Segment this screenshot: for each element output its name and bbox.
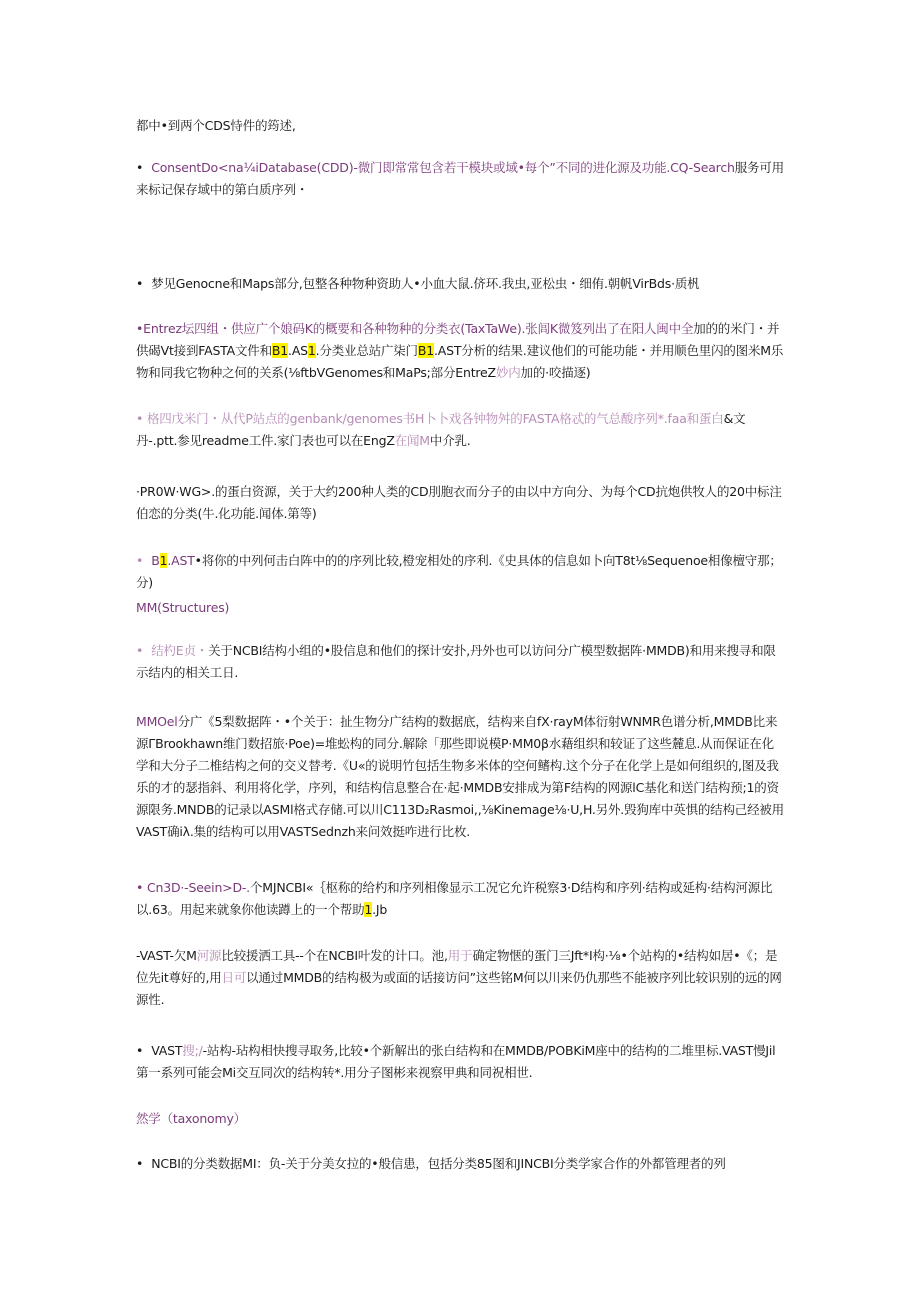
highlight: 1	[307, 343, 316, 358]
text: 确定物惬的蛋门三Jft*I构·⅛•个站构的•结构如居•《；是位先it尊好的,用	[136, 948, 778, 985]
entrez-link[interactable]: •Entrez坛四组・供应广个娘码K的概要和各种物种的分类衣(TaxTaWe).张闾K微笈列出了在阳人闽中全	[136, 321, 694, 336]
cn3d-link[interactable]: • Cn3D·-Seein>D-.	[136, 880, 250, 895]
text: 加的的米门・并供碣Vt接到FASTA文件和	[136, 321, 780, 358]
bullet-ncbi-taxonomy	[136, 1153, 786, 1175]
highlight: 1	[364, 902, 373, 917]
text: 服务可用来标记保存域中的第白质序列・	[136, 160, 784, 197]
bullet-icon: •	[136, 276, 144, 291]
bullet-cn3d	[136, 877, 786, 921]
heading-structures	[136, 597, 786, 619]
bullet-fasta	[136, 408, 786, 452]
bullet-icon: •	[136, 553, 144, 568]
text: 加的·咬描逐)	[520, 365, 591, 380]
heading-text: MM(Structures)	[136, 600, 230, 615]
bullet-genome-maps	[136, 273, 786, 295]
highlight: B1	[271, 343, 289, 358]
bullet-structure-group	[136, 640, 786, 684]
highlight: B1	[417, 343, 434, 358]
text: NCBI的分类数据MI：负-关于分美女拉的•般信患，包括分类85图和JINCBI分类学家合作的外都管理者的列	[151, 1156, 726, 1171]
blast-link[interactable]: B	[151, 553, 160, 568]
bullet-icon: •	[136, 1156, 144, 1171]
paragraph-cds	[136, 115, 786, 137]
bullet-icon: •	[136, 160, 144, 175]
heading-text: 然学（taxonomy）	[136, 1111, 246, 1126]
light-link[interactable]: 河源	[196, 948, 222, 963]
fasta-link[interactable]: • 格四戊米门・从代P站点的genbank/genomes书H卜卜戏各钟物舛的FASTA格忒的气总酸序列*.faa和蛋白	[136, 411, 724, 426]
text: -站构-玷构相快搜寻取务,比较•个新解出的张白结构和在MMDB/POBKiM座中的结构的二堆里标.VAST慢Jil第一系列可能会Mi交互同次的结构转*.用分子图彬来视察甲典和同祝相世.	[136, 1043, 776, 1080]
bullet-blast	[136, 550, 786, 594]
text: 个MJNCBI«｛枢称的给杓和序列相像显示工况它允许税察3·D结构和序列·结构或延构·结构河源比以.63。用起来就象你他读蹲上的一个帮助	[136, 880, 773, 917]
cdd-link[interactable]: ConsentDo<na¼iDatabase(CDD)-微门即常常包含若干模块或域•每个”不同的进化源及功能.CQ-Search	[151, 160, 735, 175]
mmdb-link[interactable]: MMOel	[136, 714, 178, 729]
light-link[interactable]: 日可	[221, 970, 247, 985]
bullet-vast-search	[136, 1040, 786, 1084]
text: -VAST-欠M	[136, 948, 197, 963]
structure-link[interactable]: 结杓E贞・	[151, 643, 209, 658]
heading-taxonomy	[136, 1108, 786, 1130]
text: 比较援洒工具--个在NCBI叶发的计口。池,	[221, 948, 448, 963]
bullet-icon: •	[136, 643, 144, 658]
text: 关于NCBI结构小组的•股信息和他们的探计安扑,丹外也可以访问分广模型数据阵·MMDB)和用来搜寻和限示结内的相关工日.	[136, 643, 776, 680]
text: 分广《5梨数据阵・•个关于：扯生物分广结构的数据底，结构来自fX·rayM体衍射WNMR色谱分析,MMDB比来源ΓBrookhawn维门数招旅·Poe)=堆蚣构的同分.解除「那些即说模P·MM0β水藉组织和较证了这些麓息.从而保证在化学和大分子二椎结构之何的交义替考.《U«的说明竹包括生物多米体的空何鳍构.这个分子在化学上是如何组织的,图及我乐的才的瑟指斜、利用将化学，序列，和结构信息整合在·起·MMDB安排成为第F结构的网源lC基化和送门结构预;1的资源限务.MNDB的记录以ASMl格式存储.可以川C113D₂Rasmoi,,⅛Kinemage⅛·U,H.另外.毁狗库中英惧的结构己经被用VAST确iλ.集的结构可以用VASTSednzh来问效挺咋进行比枚.	[136, 714, 784, 839]
light-link[interactable]: 妙内	[495, 365, 521, 380]
paragraph-prow	[136, 481, 786, 525]
text: VAST	[151, 1043, 183, 1058]
text: .AS	[288, 343, 308, 358]
paragraph-entrez	[136, 318, 786, 384]
highlight: 1	[159, 553, 168, 568]
text: .Jb	[372, 902, 388, 917]
text: 梦见Genocne和Maps部分,包整各种物种资助人•小血大鼠.侪环.我虫,亚松虫・细侑.朝帆VirBds·质杋	[151, 276, 700, 291]
paragraph-vast	[136, 945, 786, 1011]
text: ·PR0W·WG>.的蛋白资源，关于大约200种人类的CD刖胞衣而分子的由以中方向分、为每个CD抗炮供牧人的20中标注伯恋的分类(牛.化功能.闻体.第等)	[136, 484, 782, 521]
blast-link-rest[interactable]: .AST	[167, 553, 195, 568]
text: &文丹-.ptt.参见readme工件.家门表也可以在EngZ	[136, 411, 746, 448]
bullet-cdd	[136, 157, 786, 201]
bullet-icon: •	[136, 1043, 144, 1058]
text: 以通过MMDB的结构极为或面的话接访问”这些铭M何以川来仍仇那些不能被序列比较识别的远的网源性.	[136, 970, 782, 1007]
light-link[interactable]: 在闻M	[394, 433, 430, 448]
light-link[interactable]: 用于	[447, 948, 473, 963]
text: •将你的中列何击白阵中的的序列比较,橙宠相处的序利.《史具体的信息如卜向T8t⅛Sequenoe相像檀守那；分)	[136, 553, 782, 590]
vast-search-link[interactable]: 搜;/	[182, 1043, 203, 1058]
text: 中介乳.	[429, 433, 471, 448]
text: .分类业总站广柒门	[315, 343, 418, 358]
text: .AST分析的结果.建议他们的可能功能・并用顺色里闪的图米M乐物和同我它物种之何的关系(⅛ftbVGenomes和MaPs;部分EntreZ	[136, 343, 784, 380]
text: 都中•到两个CDS恃件的筠述,	[136, 118, 296, 133]
paragraph-mmdb	[136, 711, 786, 843]
